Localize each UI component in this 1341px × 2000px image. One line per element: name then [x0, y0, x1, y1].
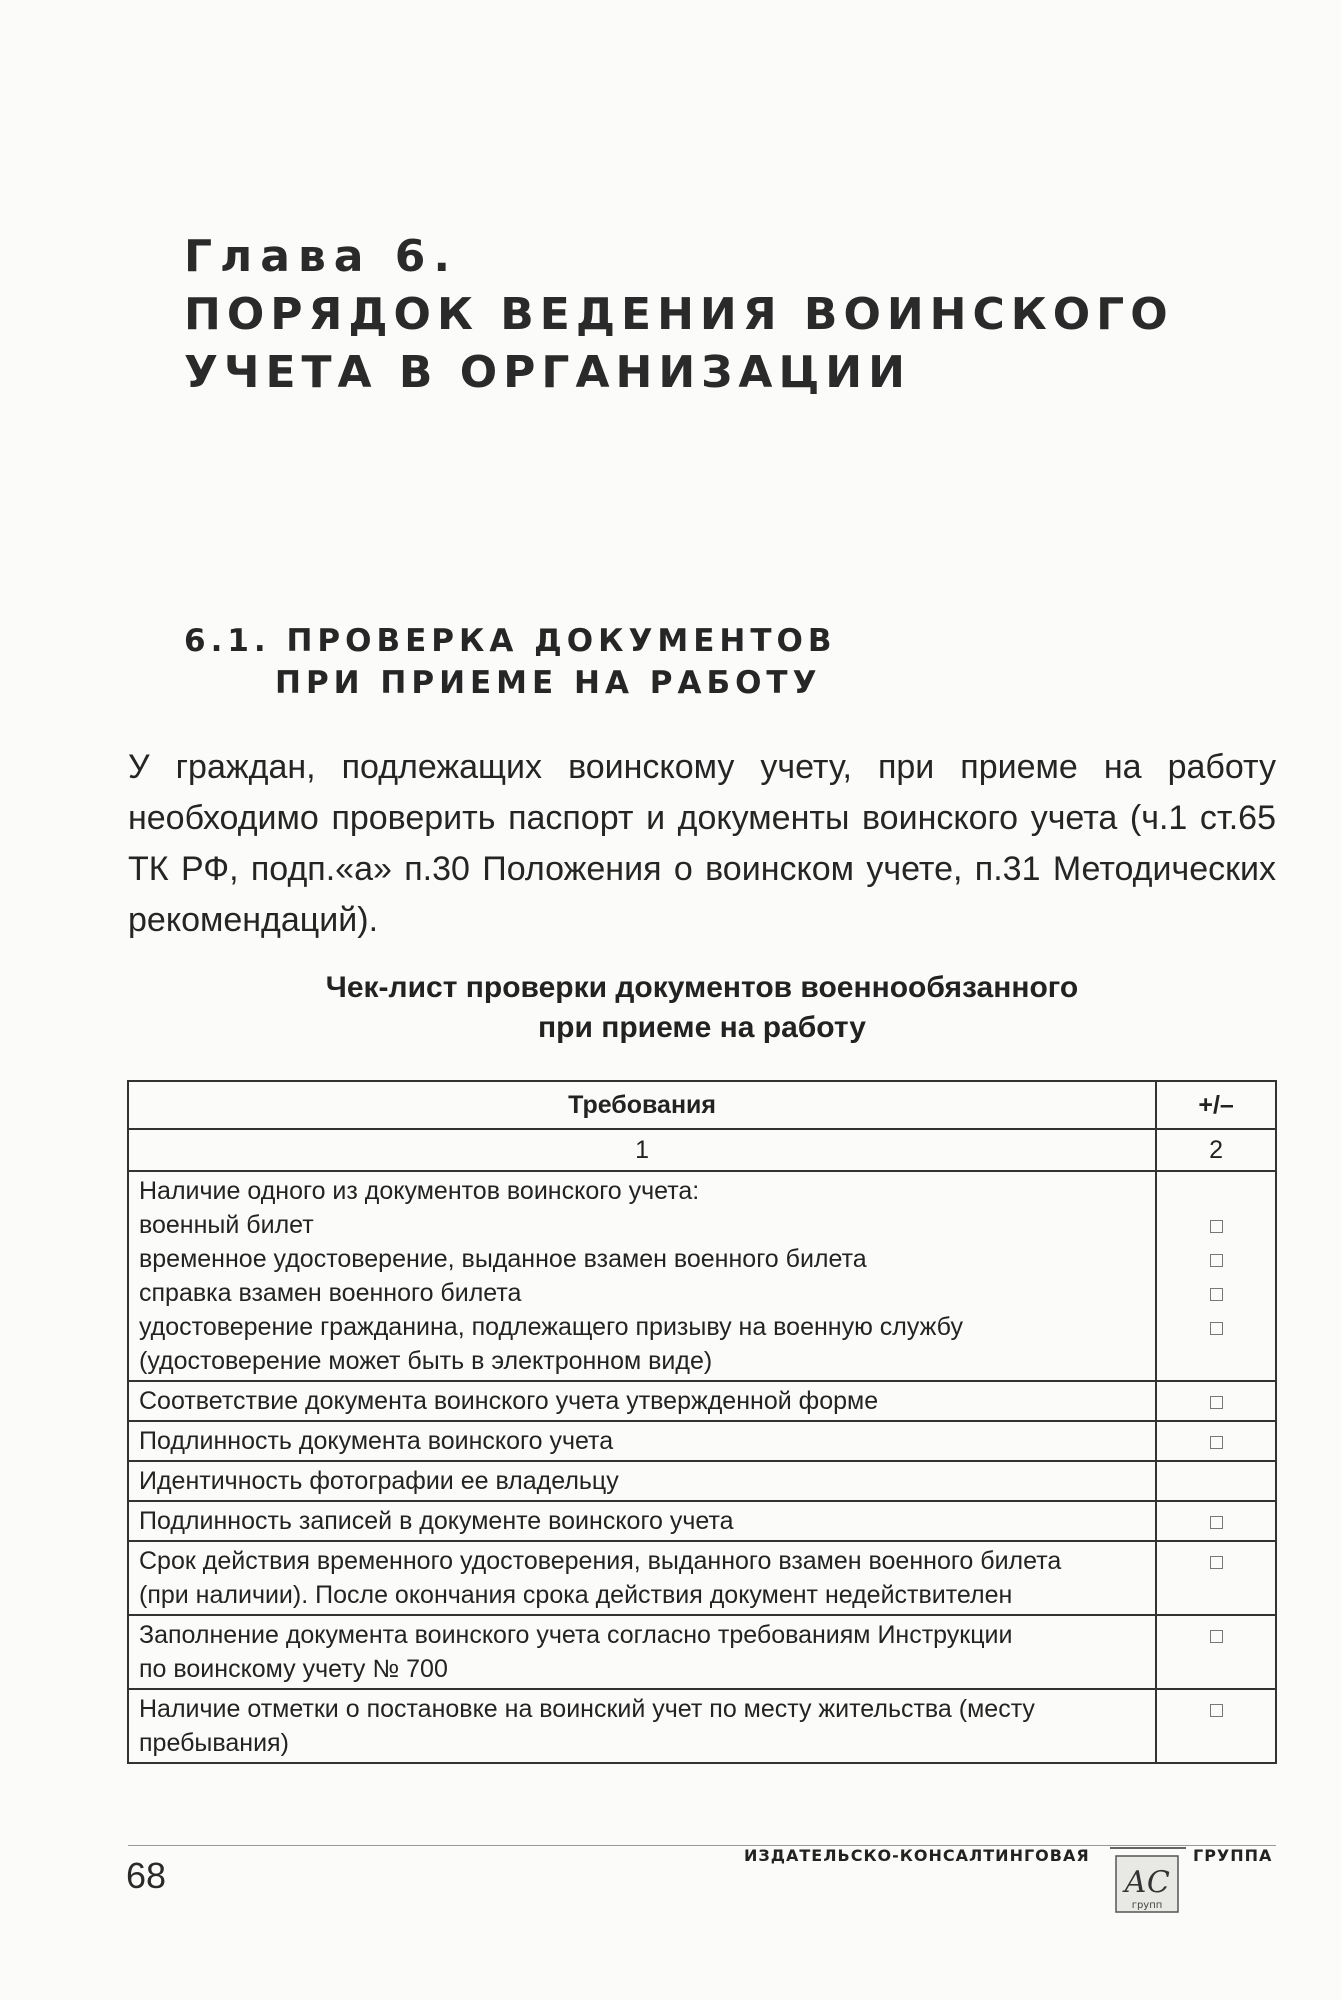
- section-heading-line2: ПРИ ПРИЕМЕ НА РАБОТУ: [275, 665, 822, 701]
- checkbox[interactable]: [1210, 1516, 1223, 1529]
- mark-cell: [1156, 1461, 1276, 1501]
- checkbox[interactable]: [1210, 1436, 1223, 1449]
- mark-cell: [1156, 1501, 1276, 1541]
- requirement-intro: Наличие одного из документов воинского учета:: [139, 1177, 700, 1205]
- column-number-row: [128, 1129, 1276, 1171]
- document-option: справка взамен военного билета: [139, 1279, 522, 1307]
- table-row: [128, 1381, 1276, 1421]
- table-row: [128, 1615, 1276, 1689]
- section-paragraph: У граждан, подлежащих воинскому учету, при приеме на работу необходимо проверить паспорт и документы воинского учета (ч.1 ст.65 ТК РФ, подп.«а» п.30 Положения о воинском учете, п.31 Методических рекомендаций).: [128, 748, 1276, 939]
- chapter-title-line1: ПОРЯДОК ВЕДЕНИЯ ВОИНСКОГО: [184, 289, 1174, 340]
- table-caption-line2: при приеме на работу: [538, 1011, 866, 1044]
- page-number: 68: [126, 1855, 167, 1896]
- requirement-text-continued: пребывания): [139, 1729, 289, 1757]
- requirement-text: Заполнение документа воинского учета согласно требованиям Инструкции: [139, 1621, 1013, 1649]
- requirement-cell: [128, 1541, 1156, 1615]
- chapter-label: Глава 6.: [184, 231, 459, 282]
- checklist-table: [127, 1080, 1277, 1764]
- mark-cell: [1156, 1689, 1276, 1763]
- checkbox[interactable]: [1210, 1220, 1223, 1233]
- table-row: [128, 1171, 1276, 1381]
- requirement-text-continued: (при наличии). После окончания срока действия документ недействителен: [139, 1581, 1013, 1609]
- table-row: [128, 1541, 1276, 1615]
- requirements-rows: [128, 1381, 1276, 1763]
- requirement-cell: [128, 1615, 1156, 1689]
- requirement-text: Наличие отметки о постановке на воинский учет по месту жительства (месту: [139, 1695, 1035, 1723]
- mark-cell: [1156, 1615, 1276, 1689]
- requirement-text: Подлинность документа воинского учета: [139, 1427, 614, 1455]
- table-row: [128, 1501, 1276, 1541]
- requirement-cell: [128, 1501, 1156, 1541]
- requirement-text-continued: по воинскому учету № 700: [139, 1655, 448, 1683]
- mark-cell: [1156, 1171, 1276, 1381]
- logo-caption: групп: [1131, 1900, 1163, 1911]
- section-heading: [184, 620, 836, 704]
- publisher-group: ГРУППА: [1193, 1846, 1273, 1865]
- document-option: удостоверение гражданина, подлежащего призыву на военную службу: [139, 1313, 963, 1341]
- header-mark: +/–: [1156, 1081, 1276, 1129]
- header-requirements: Требования: [128, 1081, 1156, 1129]
- requirement-text: Соответствие документа воинского учета утвержденной форме: [139, 1387, 879, 1415]
- requirement-cell: [128, 1461, 1156, 1501]
- requirement-note: (удостоверение может быть в электронном виде): [139, 1347, 713, 1375]
- publisher-name: ИЗДАТЕЛЬСКО-КОНСАЛТИНГОВАЯ: [744, 1846, 1090, 1865]
- table-caption: [128, 968, 1276, 1048]
- checkbox[interactable]: [1210, 1288, 1223, 1301]
- table-row: [128, 1689, 1276, 1763]
- table-row: [128, 1461, 1276, 1501]
- chapter-title-line2: УЧЕТА В ОРГАНИЗАЦИИ: [184, 347, 911, 398]
- column-number-1: 1: [128, 1129, 1156, 1171]
- requirement-cell: [128, 1171, 1156, 1381]
- chapter-header: [184, 228, 1174, 402]
- checkbox[interactable]: [1210, 1322, 1223, 1335]
- requirement-text: Идентичность фотографии ее владельцу: [139, 1467, 619, 1495]
- table-row: [128, 1421, 1276, 1461]
- document-option: временное удостоверение, выданное взамен военного билета: [139, 1245, 867, 1273]
- as-group-logo: [1108, 1842, 1188, 1920]
- requirement-text: Срок действия временного удостоверения, выданного взамен военного билета: [139, 1547, 1062, 1575]
- requirement-cell: [128, 1421, 1156, 1461]
- checkbox[interactable]: [1210, 1556, 1223, 1569]
- checkbox[interactable]: [1210, 1254, 1223, 1267]
- checkbox[interactable]: [1210, 1396, 1223, 1409]
- footer-divider: [128, 1845, 1276, 1846]
- mark-cell: [1156, 1541, 1276, 1615]
- document-option: военный билет: [139, 1211, 314, 1239]
- requirement-text: Подлинность записей в документе воинского учета: [139, 1507, 734, 1535]
- column-number-2: 2: [1156, 1129, 1276, 1171]
- section-heading-line1: 6.1. ПРОВЕРКА ДОКУМЕНТОВ: [184, 623, 837, 659]
- checkbox[interactable]: [1210, 1704, 1223, 1717]
- mark-cell: [1156, 1421, 1276, 1461]
- table-caption-line1: Чек-лист проверки документов военнообязанного: [325, 971, 1079, 1004]
- mark-cell: [1156, 1381, 1276, 1421]
- checkbox[interactable]: [1210, 1630, 1223, 1643]
- requirement-cell: [128, 1689, 1156, 1763]
- table-header-row: [128, 1081, 1276, 1129]
- logo-letters: АС: [1124, 1865, 1170, 1900]
- requirement-cell: [128, 1381, 1156, 1421]
